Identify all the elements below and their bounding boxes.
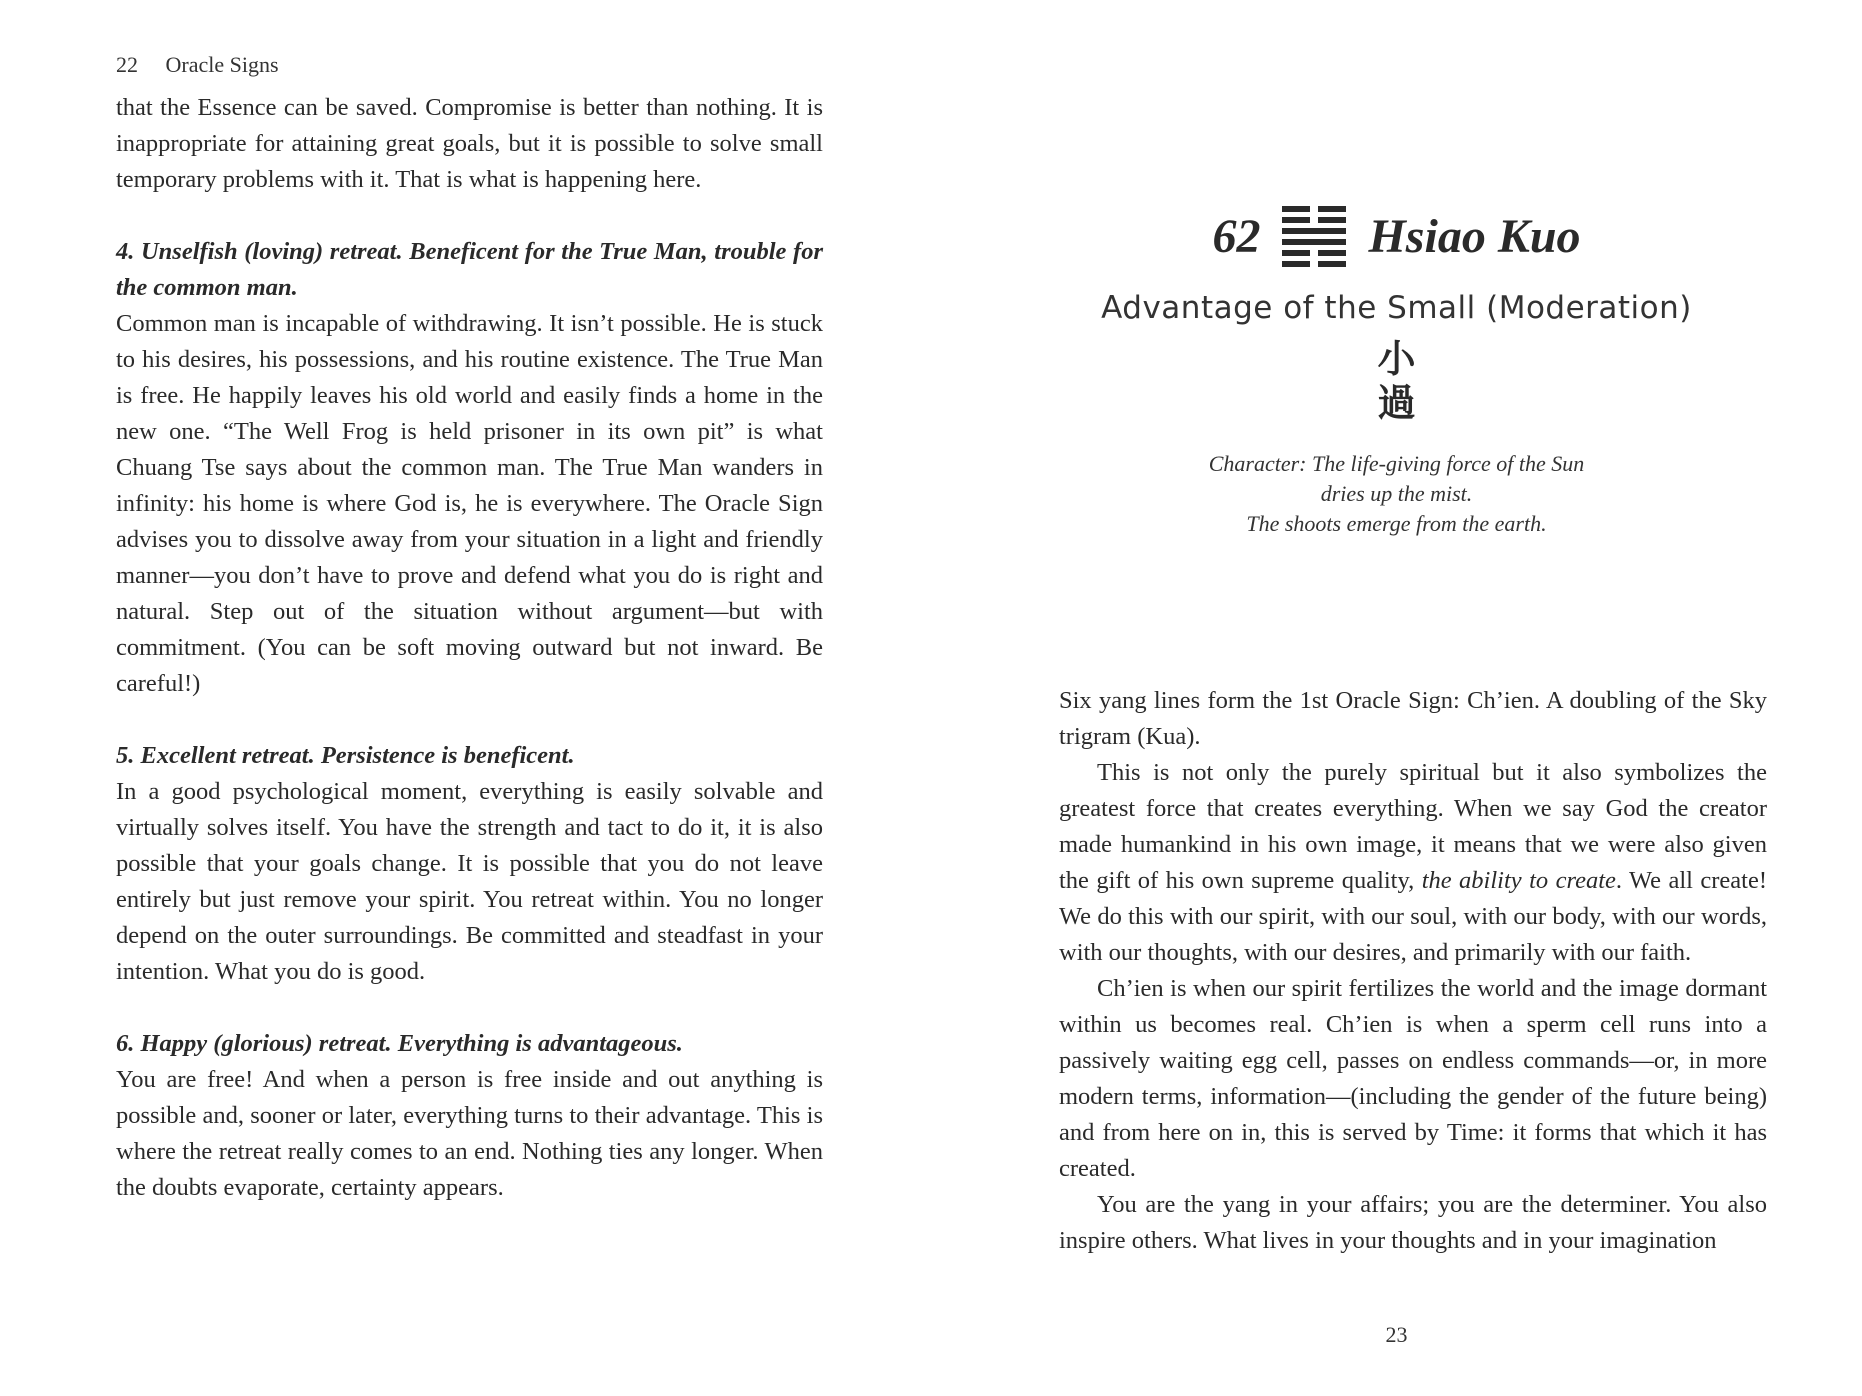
right-body <box>1059 683 1767 1259</box>
hexagram-broken-line <box>1282 250 1346 256</box>
hexagram-solid-line <box>1282 239 1346 245</box>
hexagram-solid-line <box>1282 228 1346 234</box>
chinese-char-small: 小 <box>1377 339 1416 381</box>
character-description <box>931 449 1862 539</box>
right-page <box>931 0 1862 1396</box>
line4-text: Common man is incapable of withdrawing. It isn’t possible. He is stuck to his desires, his possessions, and his routine existence. The True Man is free. He happily leaves his old world and easily finds a home in the new one. “The Well Frog is held prisoner in its own pit” is what Chuang Tse says about the common man. The True Man wanders in infinity: his home is where God is, he is everywhere. The Oracle Sign advises you to dissolve away from your situation in a light and friendly manner—you don’t have to prove and defend what you do is right and natural. Step out of the situation without argument—but with commitment. (You can be soft moving outward but not inward. Be careful!) <box>116 310 823 697</box>
paragraph-2-end: . We all create! We do this with our spirit, with our soul, with our body, with our words, with our thoughts, with our desires, and primarily with our faith. <box>1059 867 1767 966</box>
character-line: The shoots emerge from the earth. <box>1246 511 1547 536</box>
running-head-title: Oracle Signs <box>165 52 279 77</box>
left-body <box>116 90 823 1206</box>
hexagram-62-icon <box>1282 206 1346 267</box>
paragraph-2 <box>1059 755 1767 971</box>
paragraph-4: You are the yang in your affairs; you are the determiner. You also inspire others. What lives in your thoughts and in your imagination <box>1059 1191 1767 1254</box>
paragraph-3: Ch’ien is when our spirit fertilizes the world and the image dormant within us becomes real. Ch’ien is when a sperm cell runs into a passively waiting egg cell, passes on endless commands—or, in more modern terms, information—(including the gender of the future being) and from here on in, this is served by Time: it forms that which it has created. <box>1059 975 1767 1182</box>
page-number-left: 22 <box>116 52 138 77</box>
line6-heading: 6. Happy (glorious) retreat. Everything is advantageous. <box>116 1030 683 1057</box>
line6-text: You are free! And when a person is free inside and out anything is possible and, sooner or later, everything turns to their advantage. This is where the retreat really comes to an end. Nothing ties any longer. When the doubts evaporate, certainty appears. <box>116 1066 823 1201</box>
hexagram-number: 62 <box>1212 209 1261 263</box>
hexagram-name: Hsiao Kuo <box>1368 209 1581 263</box>
hexagram-title <box>931 206 1862 267</box>
paragraph-2-start: This is not only the purely spiritual but it also symbolizes the greatest force that creates everything. When we say God the creator made humankind in his own image, it means that we were also given the gift of his own supreme quality, <box>1059 759 1767 894</box>
hexagram-broken-line <box>1282 217 1346 223</box>
hexagram-broken-line <box>1282 261 1346 267</box>
line4-heading: 4. Unselfish (loving) retreat. Beneficent for the True Man, trouble for the common man. <box>116 238 823 301</box>
character-line: Character: The life-giving force of the Sun <box>1208 451 1585 476</box>
page-number-right: 23 <box>1385 1322 1408 1347</box>
chinese-char-pass: 過 <box>1377 383 1416 425</box>
hexagram-subtitle: Advantage of the Small (Moderation) <box>1101 290 1692 326</box>
line5-heading: 5. Excellent retreat. Persistence is beneficent. <box>116 742 575 769</box>
paragraph-1: Six yang lines form the 1st Oracle Sign: Ch’ien. A doubling of the Sky trigram (Kua). <box>1059 687 1767 750</box>
line5-text: In a good psychological moment, everything is easily solvable and virtually solves itself. You have the strength and tact to do it, it is also possible that your goals change. It is possible that you do not leave entirely but just remove your spirit. You retreat within. You no longer depend on the outer surroundings. Be committed and steadfast in your intention. What you do is good. <box>116 778 823 985</box>
running-head <box>116 52 279 78</box>
continuation-paragraph: that the Essence can be saved. Compromise is better than nothing. It is inappropriate for attaining great goals, but it is possible to solve small temporary problems with it. That is what is happening here. <box>116 94 823 193</box>
character-line: dries up the mist. <box>1320 481 1473 506</box>
paragraph-2-emphasis: the ability to create <box>1421 867 1616 894</box>
hexagram-broken-line <box>1282 206 1346 212</box>
chinese-characters <box>931 338 1862 426</box>
